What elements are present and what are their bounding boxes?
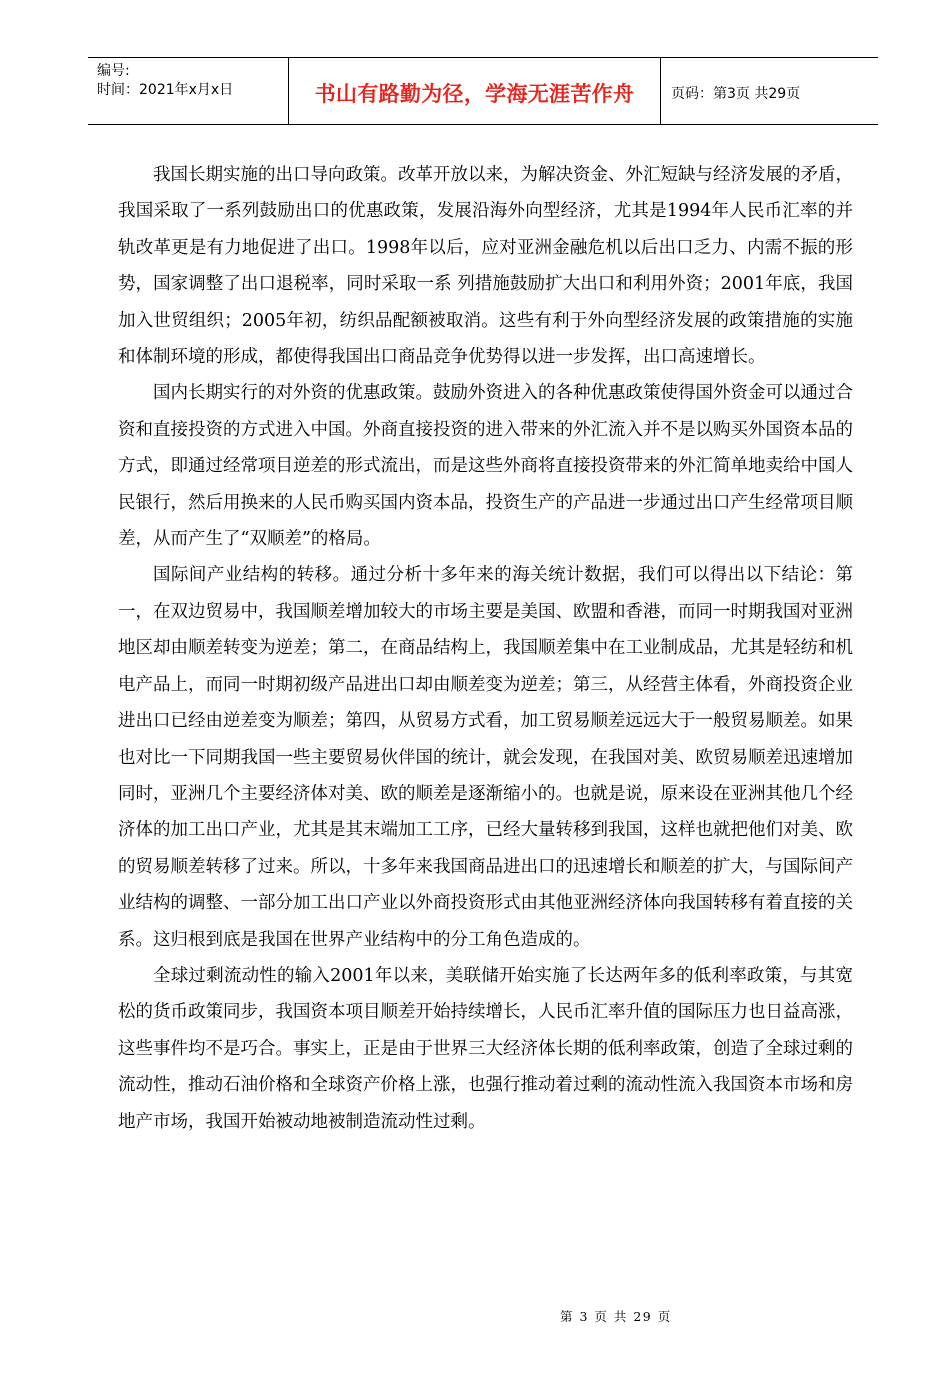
- paragraph-industry-transfer: 国际间产业结构的转移。通过分析十多年来的海关统计数据，我们可以得出以下结论：第一，在双边贸易中，我国顺差增加较大的市场主要是美国、欧盟和香港，而同一时期我国对亚洲地区却由顺差转变为逆差；第二，在商品结构上，我国顺差集中在工业制成品，尤其是轻纺和机电产品上，而同一时期初级产品进出口却由顺差变为逆差；第三，从经营主体看，外商投资企业进出口已经由逆差变为顺差；第四，从贸易方式看，加工贸易顺差远远大于一般贸易顺差。如果也对比一下同期我国一些主要贸易伙伴国的统计，就会发现，在我国对美、欧贸易顺差迅速增加同时，亚洲几个主要经济体对美、欧的顺差是逐渐缩小的。也就是说，原来设在亚洲其他几个经济体的加工出口产业，尤其是其末端加工工序，已经大量转移到我国，这样也就把他们对美、欧的贸易顺差转移了过来。所以，十多年来我国商品进出口的迅速增长和顺差的扩大，与国际间产业结构的调整、一部分加工出口产业以外商投资形式由其他亚洲经济体向我国转移有着直接的关系。这归根到底是我国在世界产业结构中的分工角色造成的。: [118, 565, 853, 950]
- document-number-label: 编号:: [97, 63, 130, 79]
- paragraph-foreign-investment-policy: 国内长期实行的对外资的优惠政策。鼓励外资进入的各种优惠政策使得国外资金可以通过合资和直接投资的方式进入中国。外商直接投资的进入带来的外汇流入并不是以购买外国资本品的方式，即通过经常项目逆差的形式流出，而是这些外商将直接投资带来的外汇简单地卖给中国人民银行，然后用换来的人民币购买国内资本品，投资生产的产品进一步通过出口产生经常项目顺差，从而产生了“双顺差”的格局。: [118, 383, 853, 550]
- header-page-cell: [661, 58, 878, 124]
- document-body: [118, 157, 853, 1140]
- paragraph-export-policy: 我国长期实施的出口导向政策。改革开放以来，为解决资金、外汇短缺与经济发展的矛盾，我国采取了一系列鼓励出口的优惠政策，发展沿海外向型经济，尤其是1994年人民币汇率的并轨改革更是有力地促进了出口。1998年以后，应对亚洲金融危机以后出口乏力、内需不振的形势，国家调整了出口退税率，同时采取一系 列措施鼓励扩大出口和利用外资；2001年底，我国加入世贸组织；2005年初，纺织品配额被取消。这些有利于外向型经济发展的政策措施的实施和体制环境的形成，都使得我国出口商品竞争优势得以进一步发挥，出口高速增长。: [118, 165, 853, 368]
- header-page-info: 页码：第3页 共29页: [671, 86, 801, 102]
- header-motto: 书山有路勤为径，学海无涯苦作舟: [314, 82, 635, 106]
- header-meta-cell: [88, 58, 289, 124]
- paragraph-global-liquidity: 全球过剩流动性的输入2001年以来，美联储开始实施了长达两年多的低利率政策，与其宽松的货币政策同步，我国资本项目顺差开始持续增长，人民币汇率升值的国际压力也日益高涨，这些事件均不是巧合。事实上，正是由于世界三大经济体长期的低利率政策，创造了全球过剩的流动性，推动石油价格和全球资产价格上涨，也强行推动着过剩的流动性流入我国资本市场和房地产市场，我国开始被动地被制造流动性过剩。: [118, 965, 853, 1132]
- header-motto-cell: [289, 58, 661, 124]
- document-time-label: 时间：2021年x月x日: [97, 82, 234, 98]
- page-header: [88, 57, 878, 125]
- page-footer: 第 3 页 共 29 页: [560, 1309, 672, 1324]
